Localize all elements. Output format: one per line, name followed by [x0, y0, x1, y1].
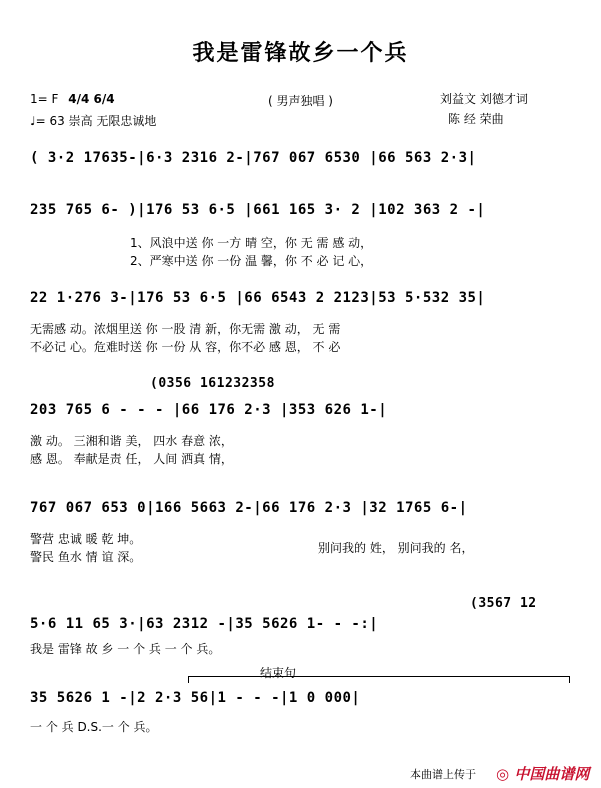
composer-credit: 陈 经 荣曲: [448, 112, 504, 126]
key-label: 1= F: [30, 92, 59, 106]
key-signature: [30, 92, 115, 106]
lyric-line-6: 我是 雷锋 故 乡 一 个 兵 一 个 兵。: [30, 642, 221, 656]
lyric-line-5b: 警民 鱼水 情 谊 深。: [30, 550, 142, 564]
lyric-line-5a: 警营 忠诚 暖 乾 坤。: [30, 532, 142, 546]
lyric-line-3a: 无需感 动。浓烟里送 你 一股 清 新，你无需 激 动， 无 需: [30, 322, 341, 336]
lyric-line-4b: 感 恩。 奉献是责 任， 人间 洒真 情，: [30, 452, 233, 466]
lyric-line-3b: 不必记 心。危难时送 你 一份 从 容，你不必 感 恩， 不 必: [30, 340, 341, 354]
ending-bracket: [188, 676, 570, 683]
notation-line-1: ( 3·2 17635-|6·3 2316 2-|767 067 6530 |66 563 2·3|: [30, 150, 477, 166]
score-title: 我是雷锋故乡一个兵: [192, 41, 409, 66]
tail-notes: (3567 12: [470, 596, 537, 611]
site-name: 中国曲谱网: [514, 765, 590, 783]
lyricist-credit: 刘益文 刘德才词: [440, 92, 528, 106]
time-signature: 4/4 6/4: [68, 92, 115, 106]
notation-line-3: 22 1·276 3-|176 53 6·5 |66 6543 2 2123|53 5·532 35|: [30, 290, 486, 306]
notation-line-2: 235 765 6- )|176 53 6·5 |661 165 3· 2 |102 363 2 -|: [30, 202, 486, 218]
lyric-line-2b: 2、严寒中送 你 一份 温 馨，你 不 必 记 心，: [130, 254, 373, 268]
interlude-notes: (0356 161232358: [150, 376, 275, 391]
notation-line-7: 35 5626 1 -|2 2·3 56|1 - - -|1 0 000|: [30, 690, 361, 706]
footer-upload-text: 本曲谱上传于: [410, 768, 476, 781]
lyric-line-4a: 激 动。 三湘和谐 美， 四水 春意 浓，: [30, 434, 233, 448]
ending-label: 结束句: [260, 666, 297, 680]
notation-line-5: 767 067 653 0|166 5663 2-|66 176 2·3 |32 1765 6-|: [30, 500, 468, 516]
site-logo[interactable]: [496, 763, 589, 784]
notation-line-6: 5·6 11 65 3·|63 2312 -|35 5626 1- - -:|: [30, 616, 379, 632]
notation-line-4: 203 765 6 - - - |66 176 2·3 |353 626 1-|: [30, 402, 388, 418]
lyric-line-5-extra: 别问我的 姓， 别问我的 名，: [318, 541, 474, 555]
lyric-line-2a: 1、风浪中送 你 一方 晴 空，你 无 需 感 动，: [130, 236, 373, 250]
performance-note: ( 男声独唱 ): [268, 94, 333, 108]
lyric-line-7: 一 个 兵 D.S.一 个 兵。: [30, 720, 158, 734]
tempo-marking: ♩= 63 崇高 无限忠诚地: [30, 114, 157, 128]
logo-icon: ◎: [496, 765, 510, 783]
